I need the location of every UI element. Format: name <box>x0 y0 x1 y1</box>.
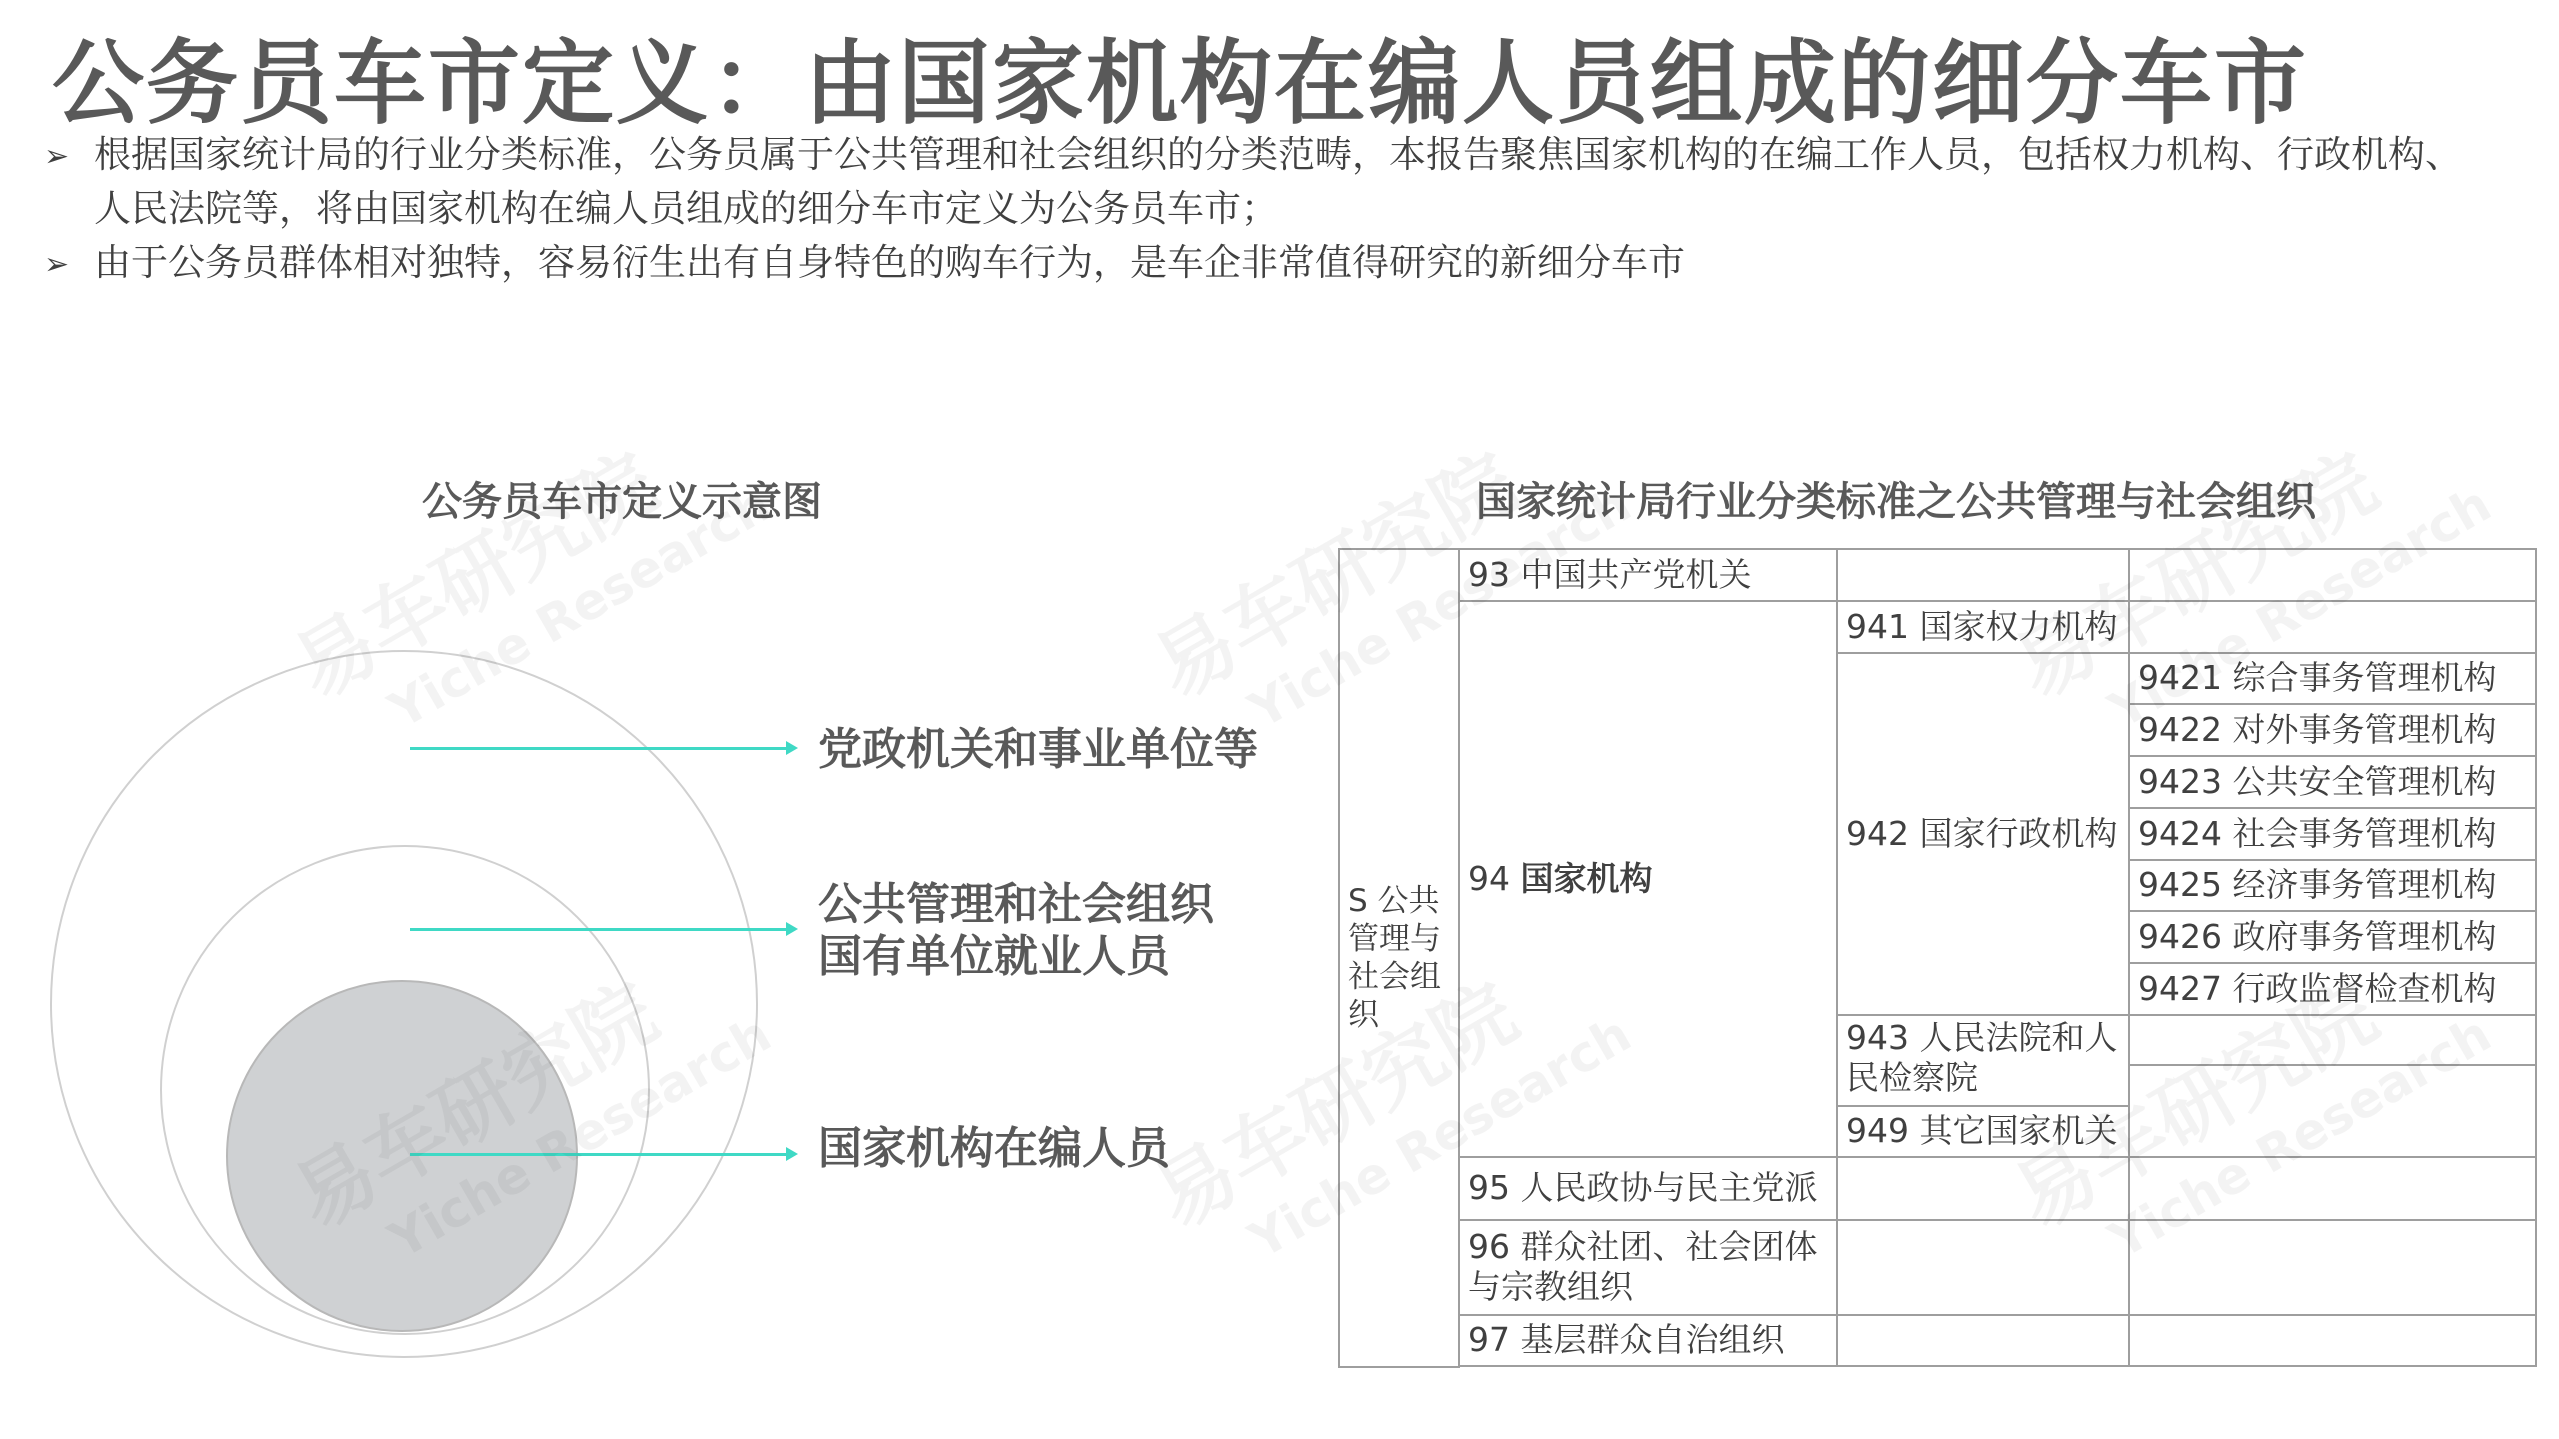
table-row-spacer <box>1339 1366 2536 1367</box>
empty-cell <box>1837 549 2129 601</box>
empty-cell <box>1837 1315 2129 1366</box>
page-title: 公务员车市定义：由国家机构在编人员组成的细分车市 <box>52 30 2309 137</box>
spacer-cell <box>1837 1366 2129 1367</box>
division-cell: 96 群众社团、社会团体与宗教组织 <box>1459 1220 1837 1315</box>
bullet-text: 根据国家统计局的行业分类标准，公务员属于公共管理和社会组织的分类范畴，本报告聚焦国家机构的在编工作人员，包括权力机构、行政机构、人民法院等，将由国家机构在编人员组成的细分车市定义为公务员车市； <box>94 133 2462 230</box>
empty-cell <box>2129 1065 2536 1156</box>
label-middle-line2: 国有单位就业人员 <box>818 931 1170 982</box>
empty-cell <box>1837 1220 2129 1315</box>
label-inner: 国家机构在编人员 <box>818 1123 1170 1174</box>
section-cell: S 公共管理与社会组织 <box>1339 549 1459 1367</box>
empty-cell <box>1837 1157 2129 1220</box>
spacer-cell <box>1459 1366 1837 1367</box>
table-row <box>1339 1157 2536 1220</box>
empty-cell <box>2129 601 2536 653</box>
group-cell: 941 国家权力机构 <box>1837 601 2129 653</box>
class-cell: 9427 行政监督检查机构 <box>2129 963 2536 1015</box>
class-cell: 9423 公共安全管理机构 <box>2129 756 2536 808</box>
arrow-inner <box>410 1153 794 1156</box>
class-cell: 9425 经济事务管理机构 <box>2129 860 2536 912</box>
arrow-outer <box>410 747 794 750</box>
classification-table <box>1338 548 2537 1368</box>
division-cell: 93 中国共产党机关 <box>1459 549 1837 601</box>
class-cell: 9422 对外事务管理机构 <box>2129 704 2536 756</box>
division-cell: 97 基层群众自治组织 <box>1459 1315 1837 1366</box>
division-name: 国家机构 <box>1520 858 1653 898</box>
division-code: 94 <box>1468 858 1510 898</box>
bullet-arrow-icon: ➢ <box>44 139 70 174</box>
division-cell-94 <box>1459 601 1837 1157</box>
bullet-arrow-icon: ➢ <box>44 247 70 282</box>
class-cell: 9426 政府事务管理机构 <box>2129 911 2536 963</box>
class-cell: 9424 社会事务管理机构 <box>2129 808 2536 860</box>
label-outer: 党政机关和事业单位等 <box>818 724 1258 775</box>
empty-cell <box>2129 1220 2536 1315</box>
empty-cell <box>2129 549 2536 601</box>
label-middle-line1: 公共管理和社会组织 <box>818 879 1214 930</box>
diagram-title: 公务员车市定义示意图 <box>422 479 822 525</box>
empty-cell <box>2129 1015 2536 1066</box>
table-row <box>1339 601 2536 653</box>
empty-cell <box>2129 1157 2536 1220</box>
group-cell: 943 人民法院和人民检察院 <box>1837 1015 2129 1106</box>
inner-circle <box>226 980 578 1332</box>
class-cell: 9421 综合事务管理机构 <box>2129 653 2536 705</box>
bullet-text: 由于公务员群体相对独特，容易衍生出有自身特色的购车行为，是车企非常值得研究的新细分车市 <box>94 241 1685 284</box>
group-cell: 949 其它国家机关 <box>1837 1106 2129 1157</box>
table-row <box>1339 1315 2536 1366</box>
group-cell: 942 国家行政机构 <box>1837 653 2129 1015</box>
spacer-cell <box>2129 1366 2536 1367</box>
table-title: 国家统计局行业分类标准之公共管理与社会组织 <box>1476 479 2316 525</box>
arrow-middle <box>410 928 794 931</box>
table-row <box>1339 549 2536 601</box>
table-row <box>1339 1220 2536 1315</box>
empty-cell <box>2129 1315 2536 1366</box>
division-cell: 95 人民政协与民主党派 <box>1459 1157 1837 1220</box>
